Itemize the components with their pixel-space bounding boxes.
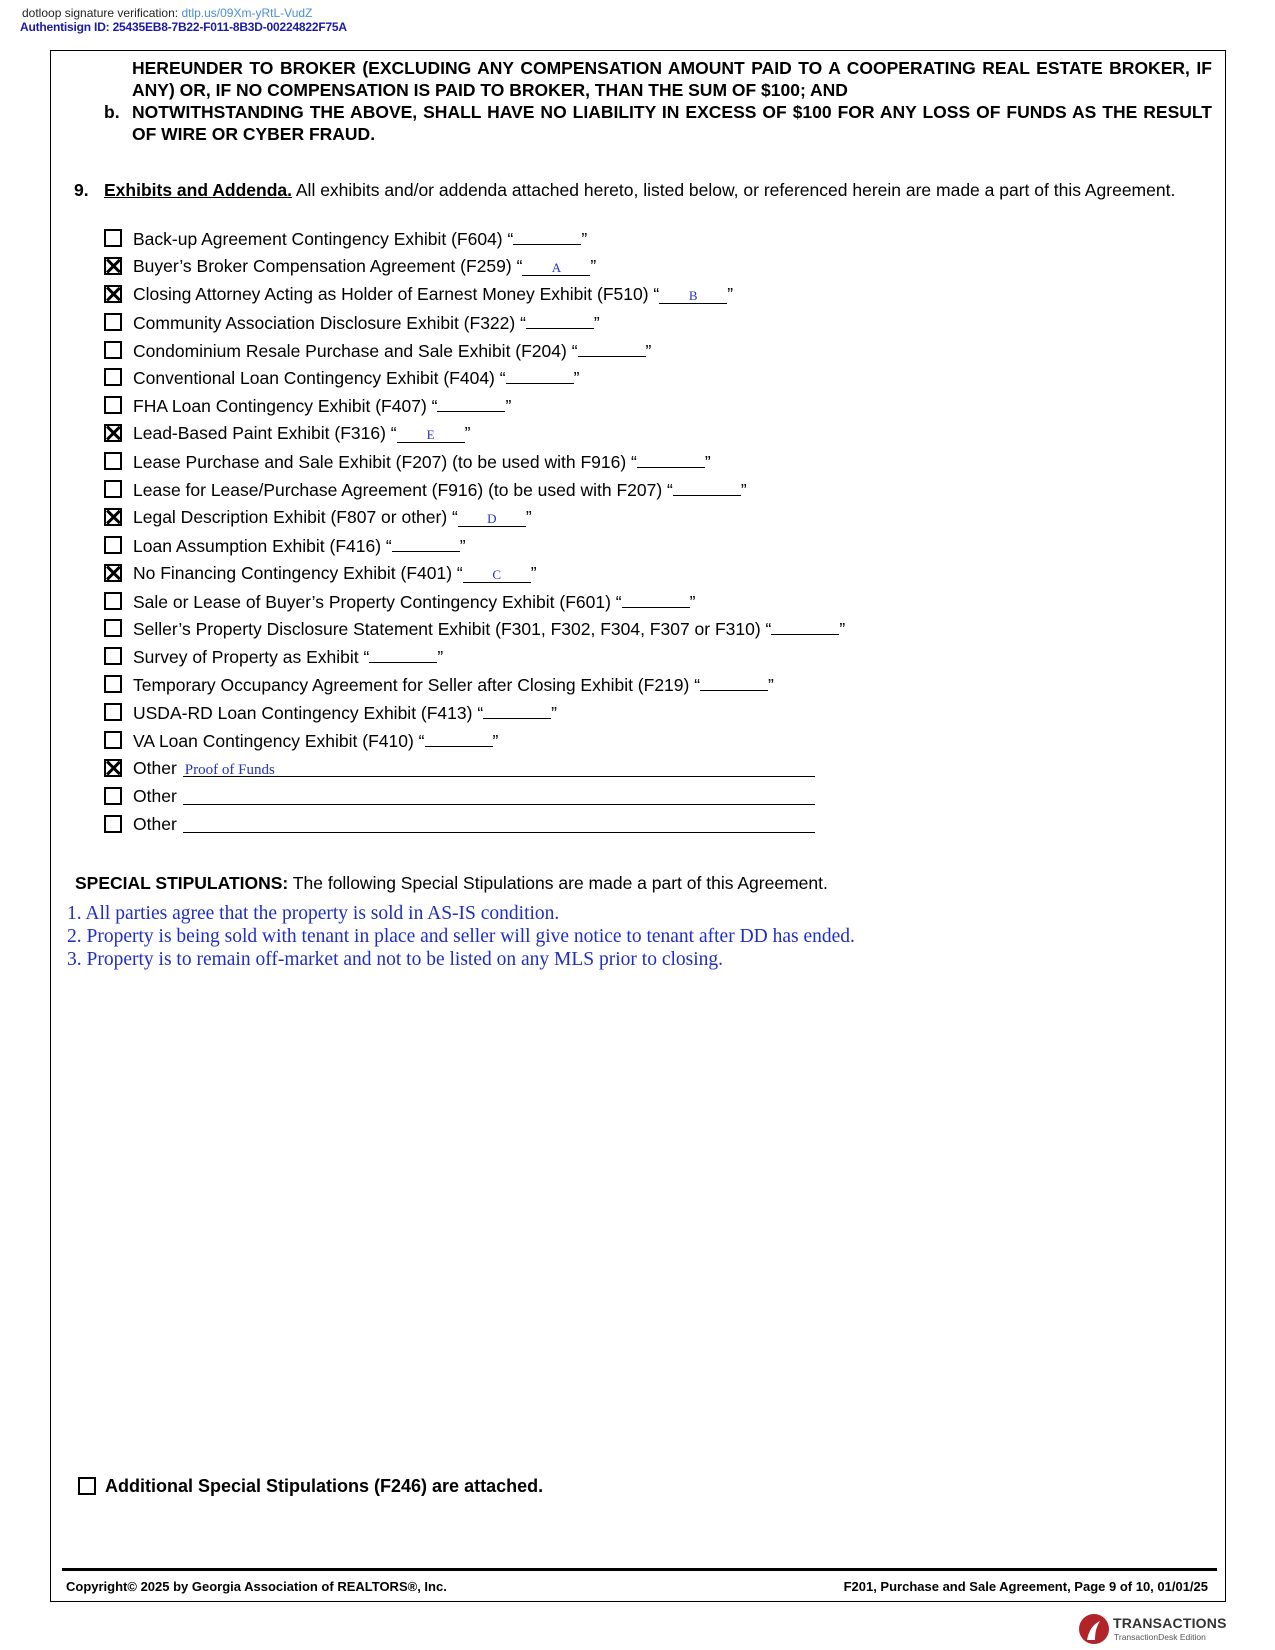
section-title: Exhibits and Addenda. bbox=[104, 180, 292, 200]
exhibit-letter-field[interactable] bbox=[392, 534, 460, 552]
liability-b-text: NOTWITHSTANDING THE ABOVE, SHALL HAVE NO LIABILITY IN EXCESS OF $100 FOR ANY LOSS OF FUNDS AS THE RESULT OF WIRE OR CYBER FRAUD. bbox=[132, 102, 1212, 144]
other-exhibit-value: Proof of Funds bbox=[184, 761, 275, 778]
exhibit-close-quote: ” bbox=[590, 255, 597, 276]
exhibit-name: Lead-Based Paint Exhibit (F316) “ bbox=[133, 423, 397, 444]
exhibit-checkbox[interactable] bbox=[104, 313, 122, 331]
stipulation-item: 1. All parties agree that the property is sold in AS-IS condition. bbox=[67, 903, 560, 924]
exhibit-letter-field[interactable] bbox=[397, 425, 465, 443]
exhibit-close-quote: ” bbox=[581, 229, 588, 249]
exhibit-name: Temporary Occupancy Agreement for Seller after Closing Exhibit (F219) “ bbox=[133, 675, 701, 696]
exhibit-name: Lease for Lease/Purchase Agreement (F916) (to be used with F207) “ bbox=[133, 480, 673, 501]
exhibit-name: Sale or Lease of Buyer’s Property Contingency Exhibit (F601) “ bbox=[133, 591, 622, 612]
exhibit-label bbox=[133, 729, 498, 752]
exhibit-checkbox[interactable] bbox=[104, 396, 122, 414]
exhibit-letter-field[interactable] bbox=[369, 645, 437, 663]
other-exhibit-checkbox[interactable] bbox=[104, 759, 122, 777]
exhibit-label bbox=[133, 617, 845, 640]
exhibit-close-quote: ” bbox=[437, 647, 444, 668]
exhibit-label bbox=[133, 394, 511, 417]
exhibit-label bbox=[133, 311, 600, 334]
exhibit-letter-value: A bbox=[551, 259, 562, 275]
exhibit-close-quote: ” bbox=[727, 283, 734, 304]
exhibit-letter-value: D bbox=[487, 510, 497, 526]
exhibit-name: Loan Assumption Exhibit (F416) “ bbox=[133, 535, 392, 556]
exhibit-name: Condominium Resale Purchase and Sale Exhibit (F204) “ bbox=[133, 340, 578, 361]
footer-rule bbox=[62, 1568, 1217, 1571]
other-exhibit-field[interactable] bbox=[183, 757, 815, 777]
exhibit-close-quote: ” bbox=[464, 423, 471, 444]
exhibit-label bbox=[133, 450, 711, 473]
other-exhibit-label bbox=[133, 757, 815, 779]
exhibit-letter-field[interactable] bbox=[483, 701, 551, 719]
exhibit-checkbox[interactable] bbox=[104, 592, 122, 610]
other-exhibit-checkbox[interactable] bbox=[104, 787, 122, 805]
section-intro: All exhibits and/or addenda attached hereto, listed below, or referenced herein are made a part of this Agreement. bbox=[291, 180, 1176, 200]
other-exhibit-field[interactable] bbox=[183, 813, 815, 833]
exhibit-letter-field[interactable] bbox=[700, 673, 768, 691]
logo-brand: TRANSACTIONS bbox=[1113, 1615, 1227, 1631]
exhibit-label bbox=[133, 506, 532, 528]
exhibit-name: No Financing Contingency Exhibit (F401) “ bbox=[133, 562, 463, 583]
stipulations-title: SPECIAL STIPULATIONS: bbox=[75, 873, 289, 893]
exhibit-close-quote: ” bbox=[459, 535, 466, 556]
exhibit-label bbox=[133, 673, 774, 696]
exhibit-close-quote: ” bbox=[505, 396, 512, 417]
exhibit-label bbox=[133, 534, 466, 557]
exhibit-label bbox=[133, 339, 651, 362]
special-stipulations-heading bbox=[75, 873, 828, 894]
stipulations-list bbox=[67, 902, 855, 971]
exhibit-checkbox[interactable] bbox=[104, 619, 122, 637]
exhibit-name: Community Association Disclosure Exhibit (F322) “ bbox=[133, 312, 526, 333]
footer-form-info: F201, Purchase and Sale Agreement, Page 9 of 10, 01/01/25 bbox=[843, 1579, 1208, 1594]
exhibit-label bbox=[133, 366, 579, 389]
exhibit-label bbox=[133, 283, 733, 305]
verification-link[interactable]: dtlp.us/09Xm-yRtL-VudZ bbox=[181, 6, 313, 20]
exhibit-name: Buyer’s Broker Compensation Agreement (F259) “ bbox=[133, 255, 523, 276]
exhibit-letter-field[interactable] bbox=[673, 478, 741, 496]
exhibit-close-quote: ” bbox=[768, 675, 774, 696]
exhibit-letter-field[interactable] bbox=[513, 227, 581, 245]
exhibit-letter-field[interactable] bbox=[463, 565, 531, 583]
exhibit-name: USDA-RD Loan Contingency Exhibit (F413) “ bbox=[133, 703, 484, 724]
exhibit-checkbox[interactable] bbox=[104, 564, 122, 582]
exhibit-label bbox=[133, 255, 596, 277]
exhibit-name: Lease Purchase and Sale Exhibit (F207) (to be used with F916) “ bbox=[133, 452, 637, 473]
exhibit-name: Conventional Loan Contingency Exhibit (F404) “ bbox=[133, 368, 506, 389]
exhibit-close-quote: ” bbox=[689, 591, 696, 612]
other-exhibit-field[interactable] bbox=[183, 785, 815, 805]
exhibit-letter-value: B bbox=[688, 287, 698, 303]
exhibit-label bbox=[133, 422, 470, 444]
exhibit-label bbox=[133, 562, 537, 584]
exhibit-checkbox[interactable] bbox=[104, 452, 122, 470]
exhibit-name: Legal Description Exhibit (F807 or other) “ bbox=[133, 506, 458, 527]
other-label: Other bbox=[133, 785, 177, 806]
exhibit-letter-field[interactable] bbox=[458, 509, 526, 527]
exhibit-checkbox[interactable] bbox=[104, 368, 122, 386]
exhibit-label bbox=[133, 645, 443, 668]
section-number: 9. bbox=[74, 180, 89, 200]
exhibit-label bbox=[133, 227, 587, 250]
exhibit-label bbox=[133, 478, 747, 501]
exhibit-close-quote: ” bbox=[704, 452, 711, 473]
exhibit-close-quote: ” bbox=[551, 703, 557, 724]
exhibit-close-quote: ” bbox=[593, 312, 600, 333]
exhibit-checkbox[interactable] bbox=[104, 229, 122, 247]
other-label: Other bbox=[133, 757, 177, 778]
exhibit-letter-field[interactable] bbox=[522, 258, 590, 276]
footer-copyright: Copyright© 2025 by Georgia Association of REALTORS®, Inc. bbox=[66, 1579, 447, 1594]
other-exhibit-label bbox=[133, 813, 815, 835]
exhibit-letter-field[interactable] bbox=[506, 366, 574, 384]
exhibit-letter-field[interactable] bbox=[771, 617, 839, 635]
exhibit-checkbox[interactable] bbox=[104, 675, 122, 693]
exhibit-close-quote: ” bbox=[573, 368, 580, 389]
exhibit-name: FHA Loan Contingency Exhibit (F407) “ bbox=[133, 396, 438, 417]
exhibit-checkbox[interactable] bbox=[104, 257, 122, 275]
exhibit-checkbox[interactable] bbox=[104, 647, 122, 665]
other-exhibit-value bbox=[183, 818, 185, 834]
stipulations-intro: The following Special Stipulations are made a part of this Agreement. bbox=[288, 873, 828, 893]
exhibit-letter-value: C bbox=[492, 566, 502, 582]
liability-b-label: b. bbox=[104, 102, 120, 122]
exhibit-checkbox[interactable] bbox=[104, 731, 122, 749]
authentisign-id: Authentisign ID: 25435EB8-7B22-F011-8B3D-00224822F75A bbox=[20, 20, 347, 34]
section-9 bbox=[74, 179, 1212, 201]
logo-sub: TransactionDesk Edition bbox=[1114, 1632, 1206, 1642]
exhibit-letter-field[interactable] bbox=[526, 311, 594, 329]
exhibit-label bbox=[133, 590, 695, 613]
verification-label: dotloop signature verification: bbox=[22, 6, 179, 20]
exhibit-checkbox[interactable] bbox=[104, 341, 122, 359]
other-label: Other bbox=[133, 813, 177, 834]
exhibit-letter-field[interactable] bbox=[437, 394, 505, 412]
other-exhibit-label bbox=[133, 785, 815, 807]
dotloop-verification bbox=[22, 7, 312, 20]
exhibit-checkbox[interactable] bbox=[104, 285, 122, 303]
logo-icon bbox=[1078, 1613, 1110, 1645]
exhibit-checkbox[interactable] bbox=[104, 480, 122, 498]
transactions-logo bbox=[1078, 1613, 1228, 1647]
stipulation-item: 2. Property is being sold with tenant in place and seller will give notice to tenant after DD has ended. bbox=[67, 926, 855, 947]
stipulation-item: 3. Property is to remain off-market and not to be listed on any MLS prior to closing. bbox=[67, 949, 724, 970]
exhibit-checkbox[interactable] bbox=[104, 424, 122, 442]
liability-continued: HEREUNDER TO BROKER (EXCLUDING ANY COMPENSATION AMOUNT PAID TO A COOPERATING REAL ESTATE BROKER, IF ANY) OR, IF NO COMPENSATION IS PAID TO BROKER, THAN THE SUM OF $100; AND bbox=[132, 58, 1212, 100]
exhibit-close-quote: ” bbox=[740, 480, 747, 501]
other-exhibit-checkbox[interactable] bbox=[104, 815, 122, 833]
exhibit-close-quote: ” bbox=[530, 562, 537, 583]
exhibit-letter-field[interactable] bbox=[637, 450, 705, 468]
exhibit-close-quote: ” bbox=[645, 340, 652, 361]
exhibit-close-quote: ” bbox=[839, 619, 846, 640]
exhibit-name: Back-up Agreement Contingency Exhibit (F604) “ bbox=[133, 229, 514, 249]
exhibit-letter-field[interactable] bbox=[622, 590, 690, 608]
exhibit-checkbox[interactable] bbox=[104, 703, 122, 721]
additional-stipulations-checkbox[interactable] bbox=[78, 1477, 96, 1495]
exhibit-close-quote: ” bbox=[492, 731, 499, 752]
exhibit-name: VA Loan Contingency Exhibit (F410) “ bbox=[133, 731, 425, 752]
exhibit-name: Seller’s Property Disclosure Statement Exhibit (F301, F302, F304, F307 or F310) “ bbox=[133, 619, 772, 640]
exhibit-letter-field[interactable] bbox=[578, 339, 646, 357]
exhibit-letter-value: E bbox=[426, 427, 435, 443]
exhibit-letter-field[interactable] bbox=[659, 286, 727, 304]
exhibit-checkbox[interactable] bbox=[104, 508, 122, 526]
exhibit-label bbox=[133, 701, 557, 724]
additional-stipulations-label: Additional Special Stipulations (F246) are attached. bbox=[105, 1476, 544, 1496]
exhibit-name: Survey of Property as Exhibit “ bbox=[133, 647, 370, 668]
exhibit-checkbox[interactable] bbox=[104, 536, 122, 554]
exhibit-close-quote: ” bbox=[525, 506, 532, 527]
exhibit-name: Closing Attorney Acting as Holder of Earnest Money Exhibit (F510) “ bbox=[133, 283, 660, 304]
exhibit-letter-field[interactable] bbox=[425, 729, 493, 747]
other-exhibit-value bbox=[183, 790, 185, 806]
